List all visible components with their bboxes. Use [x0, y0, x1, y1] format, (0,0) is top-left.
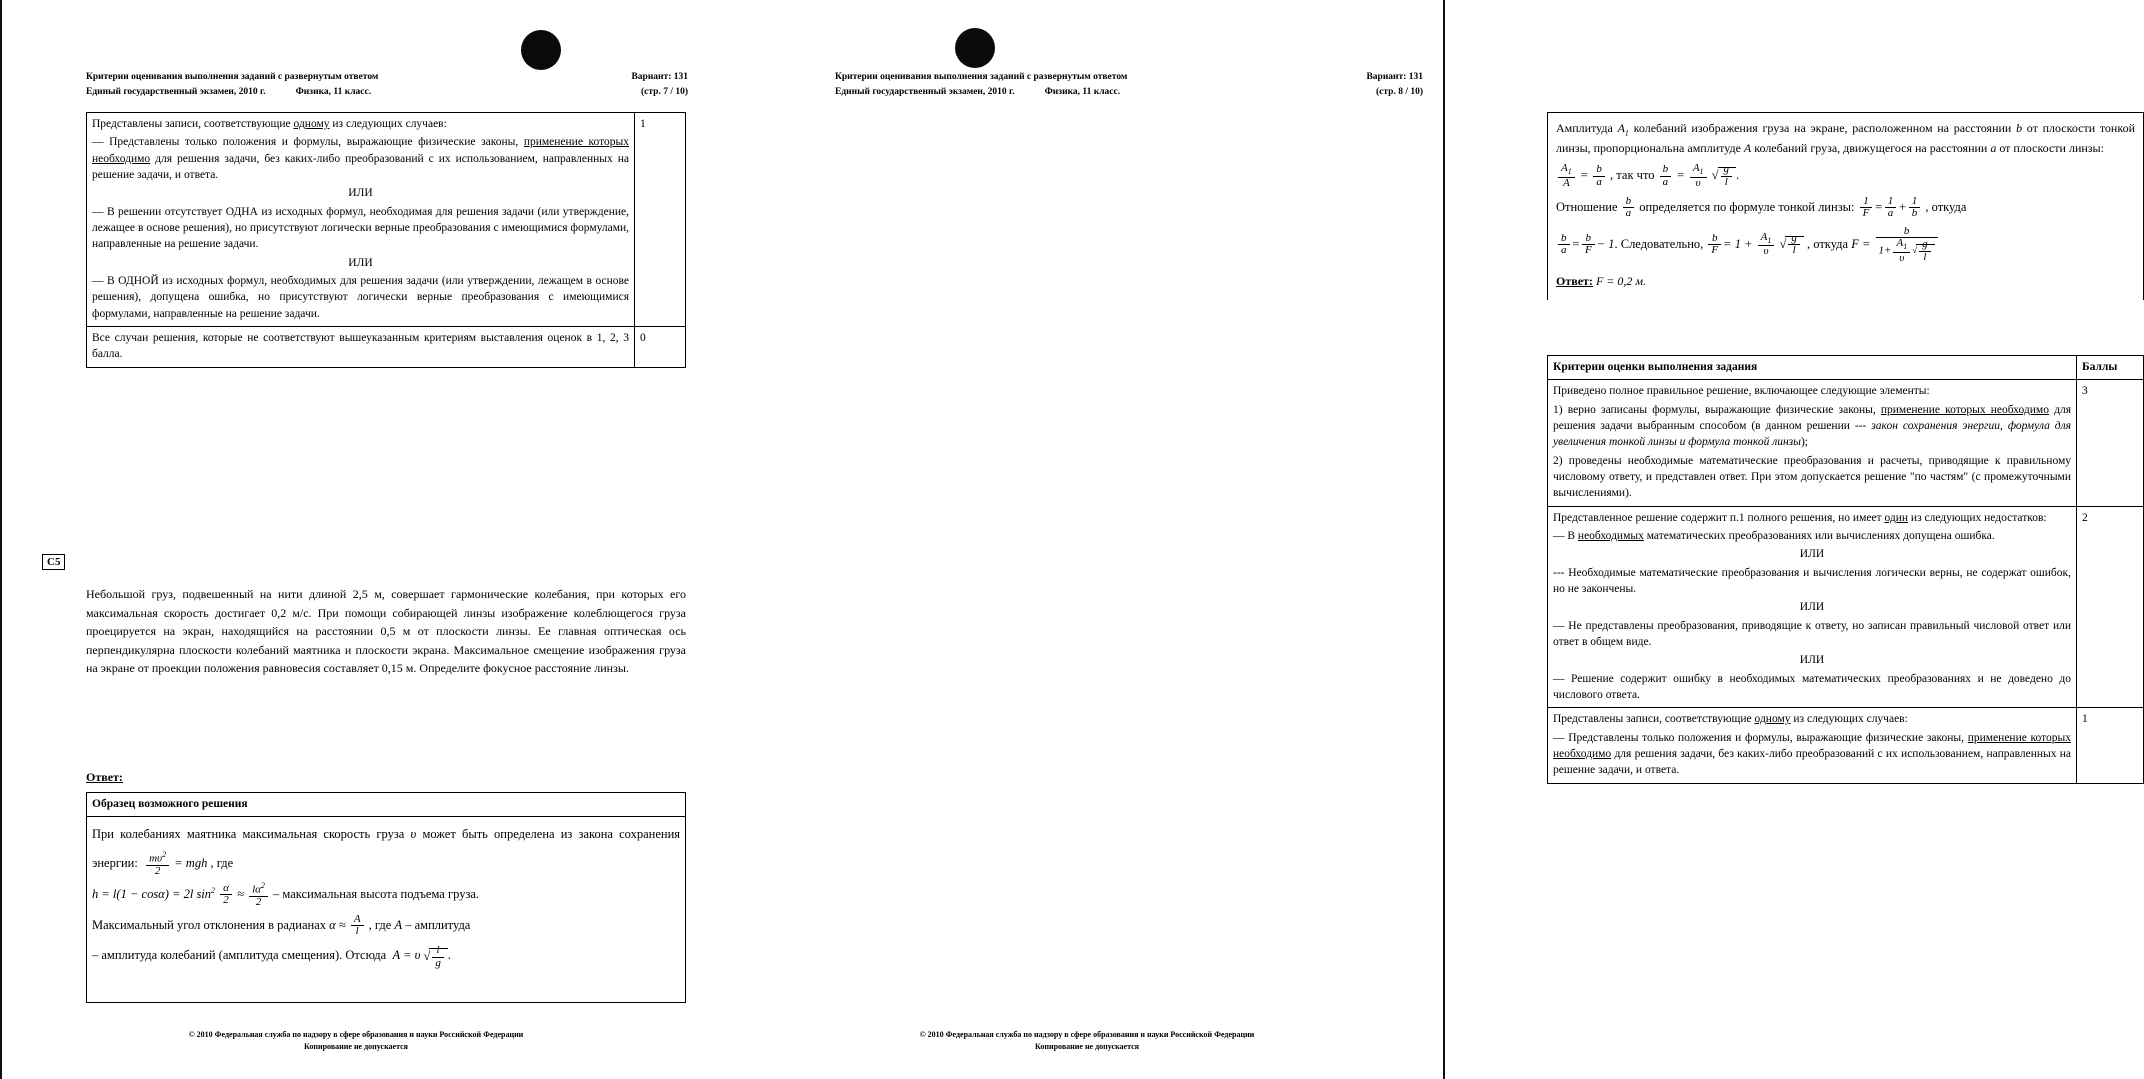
solution-text: – максимальная высота подъема груза. — [273, 886, 480, 901]
solution-line: – амплитуда колебаний (амплитуда смещения). Отсюда A = υ √ $\frac{l}{g}$ . — [92, 941, 680, 971]
formula-final: $\frac{b}{a}$ = $\frac{b}{F}$ − 1. Следовательно, $\frac{b}{F}$ = 1 + $\frac{A_1}{\upsilon}$ √ $\frac{g}{l}$ , откуда F = b 1+ $\frac{A_1}{\upsilon}$ √ $\frac{g}{l}$ — [1556, 226, 2135, 265]
table-row — [87, 793, 686, 817]
criteria-line: Приведено полное правильное решение, включающее следующие элементы: — [1553, 385, 1930, 398]
criteria-line: 2) проведены необходимые математические преобразования и расчеты, приводящие к правильному числовому ответу, и представлен ответ. При этом допускается решение "по частям" (с промежуточными вычислениями). — [1553, 454, 2071, 500]
solution-line — [92, 820, 680, 878]
footer-line-2: Копирование не допускается — [1034, 1042, 1140, 1051]
answer-label: Ответ: — [86, 770, 123, 784]
criteria-or: ИЛИ — [1799, 548, 1825, 561]
header-subtitle-subject: Физика, 11 класс. — [1044, 86, 1121, 97]
table-row — [87, 113, 686, 327]
solution-text: Максимальный угол отклонения в радианах — [92, 917, 327, 932]
criteria-or: ИЛИ — [1799, 654, 1825, 667]
header-right — [835, 70, 1423, 99]
score-cell: 2 — [2077, 506, 2144, 708]
table-row — [1548, 506, 2144, 708]
symbol-A: A — [1743, 141, 1752, 156]
task-tag-label: C5 — [42, 554, 65, 570]
formula-ratio: $\frac{A_1}{A}$ = $\frac{b}{a}$ , так что $\frac{b}{a}$ = $\frac{A_1}{\upsilon}$ √ $\frac{g}{l}$ . — [1556, 163, 2135, 189]
page-left — [0, 0, 712, 1079]
footer-line-1: © 2010 Федеральная служба по надзору в сфере образования и науки Российской Федерации — [188, 1030, 524, 1039]
solution-text: определяется по формуле тонкой линзы: — [1639, 199, 1855, 214]
header-subtitle-exam: Единый государственный экзамен, 2010 г. — [86, 86, 266, 97]
score-cell: 1 — [2077, 708, 2144, 783]
footer-left — [0, 1029, 712, 1053]
criteria-line: — В необходимых математических преобразованиях или вычислениях допущена ошибка. — [1553, 529, 1995, 542]
solution-text: колебаний груза, движущегося на расстоянии — [1754, 141, 1988, 156]
criteria-line: — Представлены только положения и формулы, выражающие физические законы, применение которых необходимо для решения задачи, без каких-либо преобразований с их использованием, направленных на решение задачи, и ответа. — [1553, 731, 2071, 777]
criteria-line: — В решении отсутствует ОДНА из исходных формул, необходимая для решения задачи (или утверждение, лежащее в основе решения), но присутствуют логически верные преобразования с имеющимися формулами, направленные на решение задачи. — [92, 205, 629, 251]
formula-amplitude: A = υ — [392, 948, 421, 963]
table-header-row — [1548, 356, 2144, 380]
formula-energy: $\frac{m\upsilon^2}{2}$ — [146, 851, 169, 878]
criteria-line: 1) верно записаны формулы, выражающие физические законы, применение которых необходимо для решения задачи выбранным способом (в данном решении --- закон сохранения энергии, формула для увеличения тонкой линзы и формула тонкой линзы); — [1553, 403, 2071, 449]
header-subtitle-subject: Физика, 11 класс. — [295, 86, 372, 97]
criteria-line: Представлены записи, соответствующие одному из следующих случаев: — [1553, 713, 1908, 726]
solution-text: , где — [368, 917, 392, 932]
col-header-criteria: Критерии оценки выполнения задания — [1548, 356, 2077, 380]
criteria-or: ИЛИ — [1799, 601, 1825, 614]
solution-text: колебаний изображения груза на экране, расположенном на расстоянии — [1633, 121, 2012, 135]
frac-alpha-2: $\frac{\alpha}{2}$ — [220, 883, 232, 907]
solution-text: , где — [210, 856, 234, 871]
header-variant: Вариант: 131 — [631, 72, 688, 82]
header-left — [86, 70, 688, 99]
criteria-or: ИЛИ — [348, 187, 373, 200]
footer-right — [731, 1029, 1443, 1053]
solution-line: Максимальный угол отклонения в радианах α ≈ $\frac{A}{l}$ , где A – амплитуда — [92, 912, 471, 938]
criteria-table-right — [1547, 355, 2144, 784]
symbol-A: A — [394, 917, 403, 932]
hole-punch-mark-right — [955, 28, 995, 68]
table-row — [87, 817, 686, 1003]
formula-alpha: α ≈ — [329, 917, 346, 932]
task-tag — [42, 552, 65, 570]
answer-label: Ответ: — [1556, 274, 1593, 289]
criteria-cell — [1548, 708, 2077, 783]
solution-text: При колебаниях маятника максимальная скорость груза — [92, 827, 405, 842]
criteria-line: — В ОДНОЙ из исходных формул, необходимых для решения задачи (или утверждении, лежащем в основе решения), допущена ошибка, но присутствуют логически верные преобразования с имеющимися формулами, направленные на решение задачи. — [92, 274, 629, 320]
formula-energy-rhs: = mgh — [174, 856, 208, 871]
table-row — [87, 326, 686, 367]
header-subtitle-exam: Единый государственный экзамен, 2010 г. — [835, 86, 1015, 97]
solution-text: может быть определена из закона сохранения энергии: — [92, 827, 681, 871]
footer-line-2: Копирование не допускается — [303, 1042, 409, 1051]
score-cell: 1 — [635, 113, 686, 327]
score-cell: 0 — [635, 326, 686, 367]
criteria-line: — Решение содержит ошибку в необходимых математических преобразованиях и не доведено до числового ответа. — [1553, 672, 2071, 701]
header-title: Критерии оценивания выполнения заданий с развернутым ответом — [835, 72, 1128, 82]
solution-text: , откуда — [1925, 199, 1967, 214]
symbol-a: a — [1990, 141, 1997, 156]
sample-solution-header: Образец возможного решения — [87, 793, 686, 817]
footer-line-1: © 2010 Федеральная служба по надзору в сфере образования и науки Российской Федерации — [919, 1030, 1255, 1039]
criteria-cell — [87, 113, 635, 327]
score-cell: 3 — [2077, 380, 2144, 506]
solution-text: от плоскости линзы: — [1999, 141, 2104, 156]
solution-continued-box — [1547, 112, 2144, 300]
task-text: Небольшой груз, подвешенный на нити длиной 2,5 м, совершает гармонические колебания, при которых его максимальная скорость достигает 0,2 м/с. При помощи собирающей линзы изображение колеблющегося груза проецируется на экран, находящийся на расстоянии 0,5 м от плоскости линзы. Ее главная оптическая ось перпендикулярна плоскости колебаний маятника и плоскости экрана. Максимальное смещение изображения груза на экране от проекции положения равновесия составляет 0,15 м. Определите фокусное расстояние линзы. — [86, 587, 686, 676]
frac-A-l: $\frac{A}{l}$ — [351, 914, 364, 938]
sqrt-l-over-g: √ $\frac{l}{g}$ — [423, 942, 447, 971]
table-row — [1548, 380, 2144, 506]
header-page-number: (стр. 8 / 10) — [1376, 86, 1423, 97]
criteria-cell — [1548, 380, 2077, 506]
symbol-v: υ — [410, 827, 417, 842]
symbol-A1: $A_1$ — [1617, 121, 1629, 138]
header-title: Критерии оценивания выполнения заданий с развернутым ответом — [86, 72, 379, 82]
criteria-or: ИЛИ — [348, 256, 373, 269]
criteria-table-left — [86, 112, 686, 368]
criteria-line: Представлены записи, соответствующие одному из следующих случаев: — [92, 118, 447, 130]
solution-paragraph — [1556, 119, 2135, 157]
criteria-line: Представленное решение содержит п.1 полного решения, но имеет один из следующих недостатков: — [1553, 511, 2047, 524]
solution-line: h = l(1 − cosα) = 2l $\sin^2$ $\frac{\alpha}{2}$ ≈ $\frac{l\alpha^2}{2}$ – максимальная высота подъема груза. — [92, 880, 480, 908]
sample-solution-table — [86, 792, 686, 1003]
criteria-line: — Не представлены преобразования, приводящие к ответу, но записан правильный числовой ответ или ответ в общем виде. — [1553, 619, 2071, 648]
solution-text: Отношение — [1556, 199, 1618, 214]
hole-punch-mark-left — [521, 30, 561, 70]
frac-l-alpha2: $\frac{l\alpha^2}{2}$ — [249, 882, 268, 909]
criteria-cell: Все случаи решения, которые не соответствуют вышеуказанным критериям выставления оценок в 1, 2, 3 балла. — [87, 326, 635, 367]
header-page-number: (стр. 7 / 10) — [641, 86, 688, 97]
header-variant: Вариант: 131 — [1366, 72, 1423, 82]
table-row — [1548, 708, 2144, 783]
solution-text: Амплитуда — [1556, 121, 1613, 135]
page-right — [731, 0, 2135, 1079]
criteria-line: --- Необходимые математические преобразования и вычисления логически верны, не содержат ошибок, но не закончены. — [1553, 566, 2071, 595]
solution-text: от плоскости тонкой линзы, пропорциональна амплитуде — [1556, 121, 2135, 156]
solution-text: – амплитуда колебаний (амплитуда смещения). Отсюда — [92, 948, 387, 963]
sample-solution-cell — [87, 817, 686, 1003]
answer-value: F = 0,2 м. — [1595, 274, 1647, 289]
criteria-line: — Представлены только положения и формулы, выражающие физические законы, применение которых необходимо для решения задачи, без каких-либо преобразований с их использованием, направленных на решение задачи, и ответа. — [92, 136, 629, 181]
criteria-cell — [1548, 506, 2077, 708]
symbol-b: b — [2016, 121, 2023, 135]
formula-height: h = l — [92, 886, 117, 901]
solution-answer — [1556, 272, 2135, 290]
formula-lens: Отношение $\frac{b}{a}$ определяется по формуле тонкой линзы: $\frac{1}{F}$ = $\frac{1}{a}$ + $\frac{1}{b}$ , откуда — [1556, 194, 1967, 220]
col-header-score: Баллы — [2077, 356, 2144, 380]
page-edge-right — [731, 0, 1445, 1079]
